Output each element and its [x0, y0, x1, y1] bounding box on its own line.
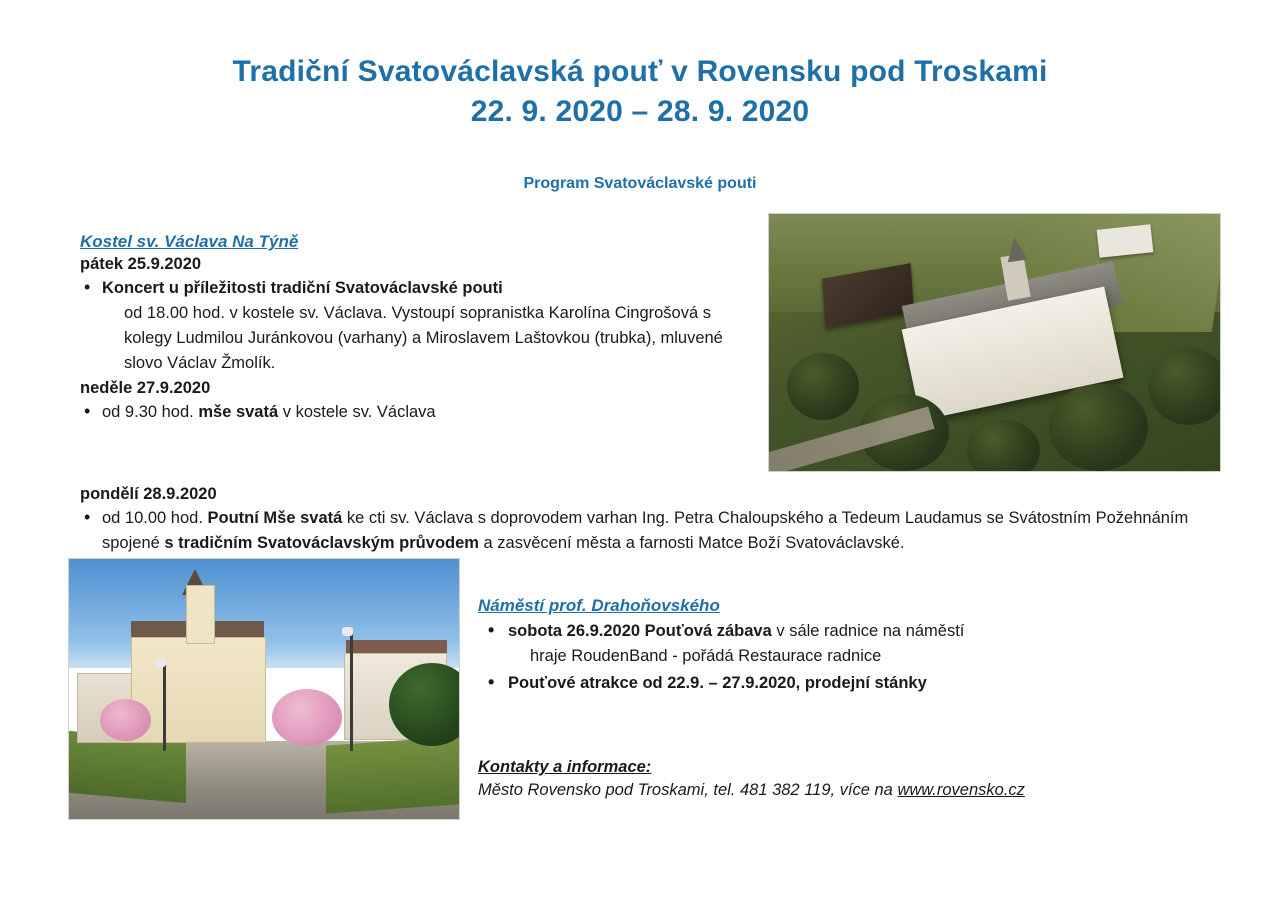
- tree-shape: [1148, 348, 1221, 425]
- street-lamp-head: [155, 658, 166, 667]
- grass-right: [326, 736, 459, 813]
- page-subtitle: Program Svatováclavské pouti: [523, 175, 757, 192]
- contacts-heading: Kontakty a informace:: [478, 758, 652, 776]
- blossom-tree: [272, 689, 342, 746]
- square-item-1-bold: sobota 26.9.2020 Pouťová zábava: [508, 622, 772, 640]
- contacts-text: Město Rovensko pod Troskami, tel. 481 382 119, více na: [478, 781, 898, 799]
- church-aerial-photo: [768, 213, 1221, 472]
- list-item: [80, 400, 750, 425]
- church-program-block: [80, 232, 750, 427]
- sunday-items: [80, 400, 750, 425]
- square-item-1-normal: v sále radnice na náměstí: [771, 622, 965, 640]
- townhall-tower: [186, 585, 215, 644]
- house-shape: [1097, 224, 1154, 258]
- sunday-item-pre: od 9.30 hod.: [102, 403, 199, 421]
- tree-shape: [967, 420, 1039, 472]
- monday-item-bold-2: s tradičním Svatováclavským průvodem: [164, 534, 479, 552]
- monday-item-end: a zasvěcení města a farnosti Matce Boží Svatováclavské.: [478, 534, 905, 552]
- list-item: [478, 671, 1218, 696]
- tree-shape: [1049, 384, 1148, 471]
- blossom-tree: [100, 699, 151, 741]
- square-items: [478, 619, 1218, 696]
- day-label-sunday: neděle 27.9.2020: [80, 379, 211, 397]
- monday-items: [80, 506, 1200, 556]
- church-spire-shape: [1004, 236, 1027, 263]
- website-link[interactable]: www.rovensko.cz: [897, 781, 1025, 799]
- friday-item-title: Koncert u příležitosti tradiční Svatováclavské pouti: [102, 279, 503, 297]
- page-title: [0, 52, 1280, 132]
- title-line-2: 22. 9. 2020 – 28. 9. 2020: [470, 95, 810, 128]
- list-item: [478, 619, 1218, 669]
- list-item: [80, 276, 750, 376]
- square-item-1-second-line: hraje RoudenBand - pořádá Restaurace radnice: [530, 647, 882, 665]
- section-heading-square: Náměstí prof. Drahoňovského: [478, 596, 720, 615]
- day-label-friday: pátek 25.9.2020: [80, 255, 202, 273]
- monday-item-bold-1: Poutní Mše svatá: [207, 509, 343, 527]
- list-item: [80, 506, 1200, 556]
- sunday-item-bold: mše svatá: [198, 403, 279, 421]
- friday-item-detail: od 18.00 hod. v kostele sv. Václava. Vystoupí sopranistka Karolína Cingrošová s kolegy Ludmilou Juránkovou (varhany) a Miroslavem Laštovkou (trubka), mluvené slovo Václav Žmolík.: [124, 304, 723, 372]
- street-lamp-head: [342, 627, 353, 636]
- contacts-line: [478, 781, 1218, 800]
- square-program-block: [478, 596, 1218, 698]
- street-lamp-post: [163, 663, 166, 751]
- monday-program-block: [80, 482, 1200, 558]
- town-square-photo: [68, 558, 460, 820]
- contacts-block: [478, 758, 1218, 800]
- townhall-building: [131, 637, 266, 743]
- monday-item-pre: od 10.00 hod.: [102, 509, 208, 527]
- tree-shape: [787, 353, 859, 420]
- title-line-1: Tradiční Svatováclavská pouť v Rovensku pod Troskami: [232, 55, 1048, 88]
- street-lamp-post: [350, 632, 353, 752]
- day-label-monday: pondělí 28.9.2020: [80, 485, 217, 503]
- square-item-2-bold: Pouťové atrakce od 22.9. – 27.9.2020, prodejní stánky: [508, 674, 927, 692]
- sunday-item-post: v kostele sv. Václava: [278, 403, 436, 421]
- monday-item-mid: ke cti sv. Václava s doprovodem varhan Ing. Petra Chaloupského a Tedeum Laudamus se Svátostním Požehnáním spojené: [102, 509, 1189, 552]
- section-heading-church: Kostel sv. Václava Na Týně: [80, 232, 299, 251]
- friday-items: [80, 276, 750, 376]
